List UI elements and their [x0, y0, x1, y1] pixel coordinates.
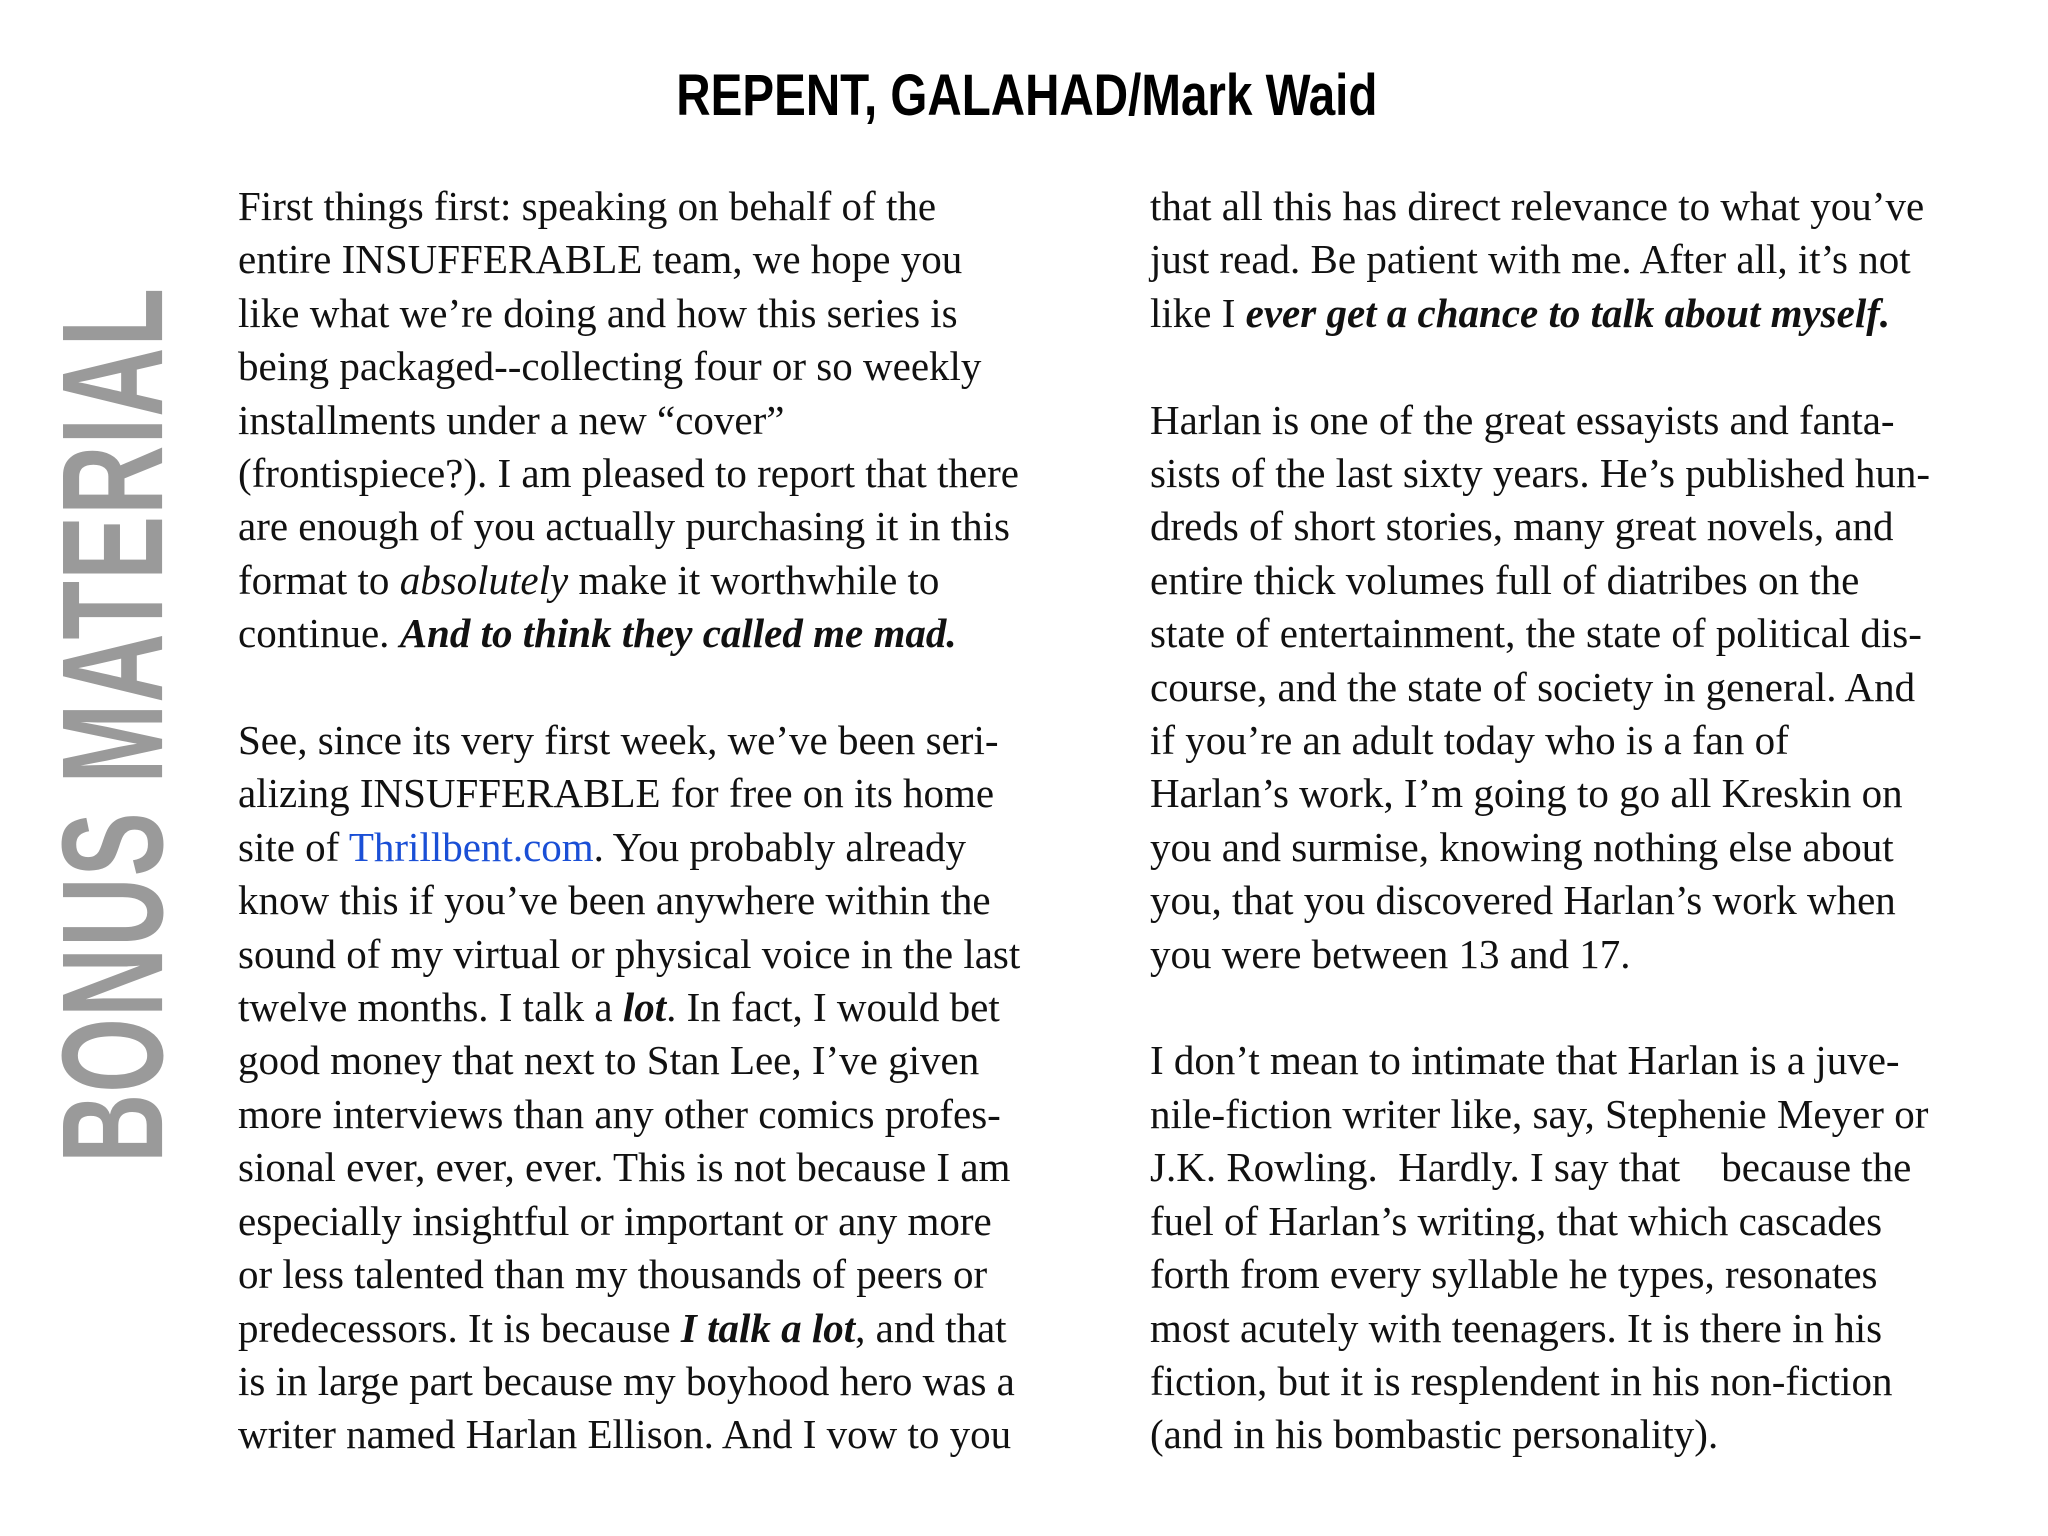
text-line: dreds of short stories, many great novels, and [1150, 503, 1894, 550]
text-line: alizing INSUFFERABLE for free on its home [238, 770, 995, 817]
text-line: are enough of you actually purchasing it in this [238, 503, 1010, 550]
text-line: state of entertainment, the state of political dis- [1150, 610, 1922, 657]
text-line: I don’t mean to intimate that Harlan is a juve- [1150, 1037, 1900, 1084]
bold-italic-emphasis: lot [622, 984, 667, 1031]
text-line: fuel of Harlan’s writing, that which cascades [1150, 1197, 1883, 1244]
text-line: course, and the state of society in general. And [1150, 663, 1916, 710]
bold-italic-emphasis: And to think they called me mad. [399, 610, 957, 657]
text-segment: site of [238, 823, 349, 870]
text-line: entire thick volumes full of diatribes on the [1150, 556, 1860, 603]
text-line: you, that you discovered Harlan’s work when [1150, 877, 1896, 924]
text-line: good money that next to Stan Lee, I’ve given [238, 1037, 980, 1084]
text-line: or less talented than my thousands of peers or [238, 1251, 988, 1298]
text-line: you were between 13 and 17. [1150, 930, 1631, 977]
paragraph-intro [238, 180, 1098, 661]
text-line [238, 1302, 1098, 1355]
text-line: See, since its very first week, we’ve been seri- [238, 717, 999, 764]
paragraph-relevance [1150, 180, 2030, 340]
bonus-material-side-label [33, 196, 194, 1254]
text-line: sound of my virtual or physical voice in the last [238, 930, 1021, 977]
text-line: Harlan’s work, I’m going to go all Kreskin on [1150, 770, 1903, 817]
text-segment: . In fact, I would bet [666, 984, 1000, 1031]
text-line: First things first: speaking on behalf of the [238, 183, 937, 229]
text-line: nile-fiction writer like, say, Stephenie Meyer or [1150, 1090, 1929, 1137]
text-line: you and surmise, knowing nothing else about [1150, 823, 1894, 870]
text-line: like what we’re doing and how this series is [238, 289, 958, 336]
text-segment: format to [238, 556, 400, 603]
text-segment: predecessors. It is because [238, 1304, 681, 1351]
text-line: (and in his bombastic personality). [1150, 1411, 1719, 1458]
text-line [1150, 287, 2030, 340]
text-line [238, 554, 1098, 607]
side-label-text: BONUS MATERIAL [33, 286, 194, 1164]
text-segment: like I [1150, 289, 1246, 336]
bold-italic-emphasis: I talk a lot [680, 1304, 856, 1351]
thrillbent-link[interactable]: Thrillbent.com [348, 823, 594, 870]
italic-emphasis: absolutely [399, 556, 569, 603]
text-segment: continue. [238, 610, 400, 657]
paragraph-serializing [238, 714, 1098, 1462]
text-segment: , and that [855, 1304, 1007, 1351]
text-line: most acutely with teenagers. It is there in his [1150, 1304, 1883, 1351]
text-line: know this if you’ve been anywhere within the [238, 877, 991, 924]
left-column [238, 180, 1098, 1515]
text-line: that all this has direct relevance to what you’ve [1150, 183, 1925, 229]
text-line: is in large part because my boyhood hero was a [238, 1357, 1015, 1404]
text-line: J.K. Rowling. Hardly. I say that because the [1150, 1144, 1912, 1191]
text-segment: twelve months. I talk a [238, 984, 623, 1031]
text-line: sists of the last sixty years. He’s published hun- [1150, 450, 1931, 497]
text-line [238, 607, 1098, 660]
text-line: more interviews than any other comics profes- [238, 1090, 1001, 1137]
text-line: entire INSUFFERABLE team, we hope you [238, 236, 963, 283]
text-segment: . You probably already [593, 823, 967, 870]
text-line: especially insightful or important or any more [238, 1197, 992, 1244]
text-line [238, 821, 1098, 874]
text-line: sional ever, ever, ever. This is not because I am [238, 1144, 1011, 1191]
text-line: Harlan is one of the great essayists and fanta- [1150, 396, 1895, 443]
text-line: writer named Harlan Ellison. And I vow to you [238, 1411, 1012, 1458]
text-line: if you’re an adult today who is a fan of [1150, 717, 1789, 764]
article-title: REPENT, GALAHAD/Mark Waid [676, 63, 1378, 128]
bold-italic-emphasis: ever get a chance to talk about myself. [1245, 289, 1891, 336]
right-column [1150, 180, 2030, 1515]
text-line: being packaged--collecting four or so weekly [238, 343, 982, 390]
text-line: (frontispiece?). I am pleased to report that there [238, 450, 1019, 497]
text-line: installments under a new “cover” [238, 396, 785, 443]
text-line: just read. Be patient with me. After all, it’s not [1150, 236, 1911, 283]
text-segment: make it worthwhile to [568, 556, 940, 603]
paragraph-juvenile-fiction [1150, 1034, 2030, 1461]
text-line: forth from every syllable he types, resonates [1150, 1251, 1878, 1298]
text-line [238, 981, 1098, 1034]
paragraph-harlan [1150, 394, 2030, 981]
text-line: fiction, but it is resplendent in his non-fiction [1150, 1357, 1893, 1404]
